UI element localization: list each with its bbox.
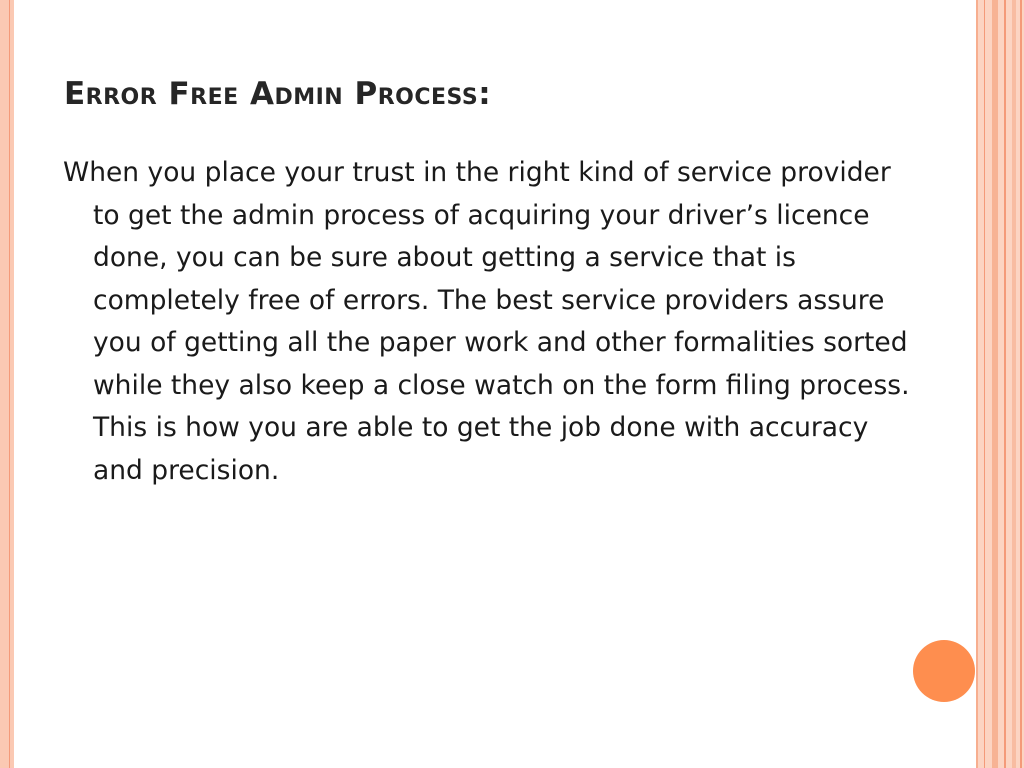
left-border-line [9, 0, 10, 768]
right-stripe [1012, 0, 1016, 768]
slide-title: Error Free Admin Process: [64, 76, 492, 112]
right-stripe [992, 0, 998, 768]
left-decorative-border [0, 0, 14, 768]
right-stripe [976, 0, 978, 768]
decorative-orange-circle [913, 640, 975, 702]
right-stripe [1004, 0, 1006, 768]
right-stripe [1020, 0, 1022, 768]
right-stripe [984, 0, 985, 768]
slide-body-text: When you place your trust in the right kind of service provider to get the admin process of acquiring your driver’s licence done, you can be sure about getting a service that is completely free of errors. The best service providers assure you of getting all the paper work and other formalities sorted while they also keep a close watch on the form filing process. This is how you are able to get the job done with accuracy and precision. [63, 157, 910, 486]
